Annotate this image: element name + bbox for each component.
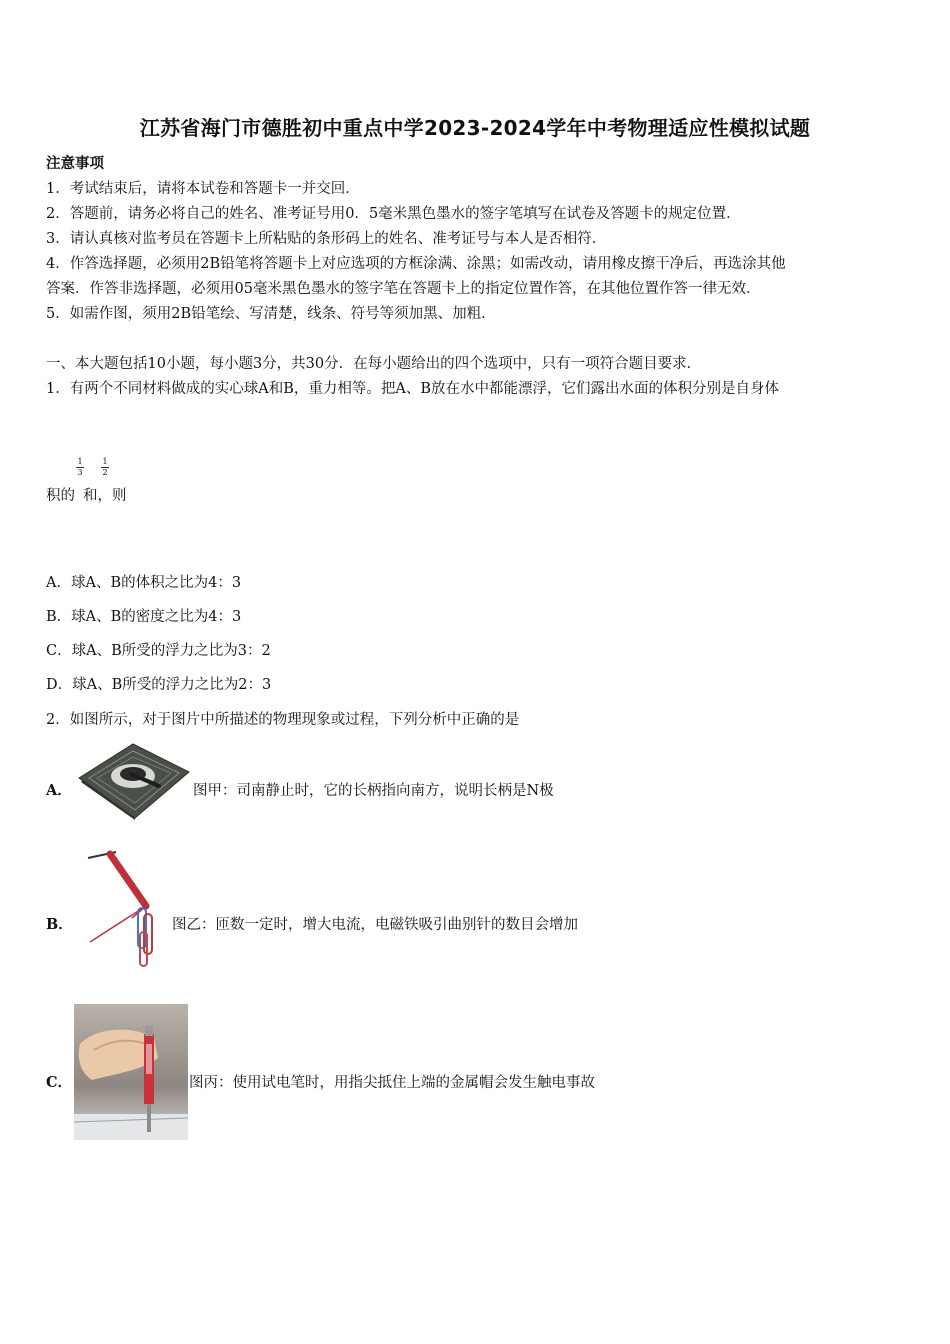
notice-item-3: 3．请认真核对监考员在答题卡上所粘贴的条形码上的姓名、准考证号与本人是否相符．: [46, 231, 607, 247]
q1-option-a: A．球A、B的体积之比为4：3: [46, 575, 242, 591]
q2-option-c-text: 图丙：使用试电笔时，用指尖抵住上端的金属帽会发生触电事故: [189, 1075, 595, 1091]
q1-stem-part-b: 和: [83, 488, 98, 504]
q1-option-c: C．球A、B所受的浮力之比为3：2: [46, 643, 271, 659]
frac2-denominator: 2: [102, 468, 108, 477]
q2-option-b-text: 图乙：匝数一定时，增大电流，电磁铁吸引曲别针的数目会增加: [172, 917, 578, 933]
q1-stem-part-a: 积的: [46, 488, 75, 504]
fraction-one-half: [100, 458, 110, 477]
q2-option-c-letter: C．: [46, 1074, 73, 1091]
q2-option-b-letter: B．: [46, 916, 73, 933]
notice-heading: 注意事项: [46, 155, 104, 172]
fraction-one-third: [75, 458, 85, 477]
electromagnet-figure: [80, 848, 160, 972]
test-pen-figure: [74, 1004, 188, 1140]
q2-option-a-letter: A．: [46, 782, 72, 799]
page-title: 江苏省海门市德胜初中重点中学2023-2024学年中考物理适应性模拟试题: [139, 116, 811, 140]
q1-stem-part-c: ，则: [97, 488, 127, 504]
notice-item-5: 5．如需作图，须用2B铅笔绘、写清楚，线条、符号等须加黑、加粗．: [46, 306, 496, 322]
notice-item-2: 2．答题前，请务必将自己的姓名、准考证号用0．5毫米黑色墨水的签字笔填写在试卷及答题卡的规定位置．: [46, 206, 741, 222]
notice-item-4: 4．作答选择题，必须用2B铅笔将答题卡上对应选项的方框涂满、涂黑；如需改动，请用橡皮擦干净后，再选涂其他: [46, 256, 786, 272]
q1-option-d: D．球A、B所受的浮力之比为2：3: [46, 677, 272, 693]
frac2-numerator: 1: [102, 457, 108, 466]
section-heading: 一、本大题包括10小题，每小题3分，共30分．在每小题给出的四个选项中，只有一项符合题目要求．: [46, 356, 702, 372]
frac1-denominator: 3: [77, 468, 83, 477]
sinan-compass-figure: [73, 738, 193, 820]
notice-item-1: 1．考试结束后，请将本试卷和答题卡一并交回．: [46, 181, 360, 197]
q1-stem: 1．有两个不同材料做成的实心球A和B，重力相等。把A、B放在水中都能漂浮，它们露出水面的体积分别是自身体: [46, 381, 779, 397]
q1-option-b: B．球A、B的密度之比为4：3: [46, 609, 242, 625]
q2-stem: 2．如图所示，对于图片中所描述的物理现象或过程，下列分析中正确的是: [46, 712, 520, 728]
q1-stem-cont: [46, 484, 127, 505]
frac1-numerator: 1: [77, 457, 83, 466]
q2-option-a-text: 图甲：司南静止时，它的长柄指向南方，说明长柄是N极: [193, 783, 554, 799]
notice-item-4-cont: 答案．作答非选择题，必须用05毫米黑色墨水的签字笔在答题卡上的指定位置作答，在其他位置作答一律无效．: [46, 281, 761, 297]
